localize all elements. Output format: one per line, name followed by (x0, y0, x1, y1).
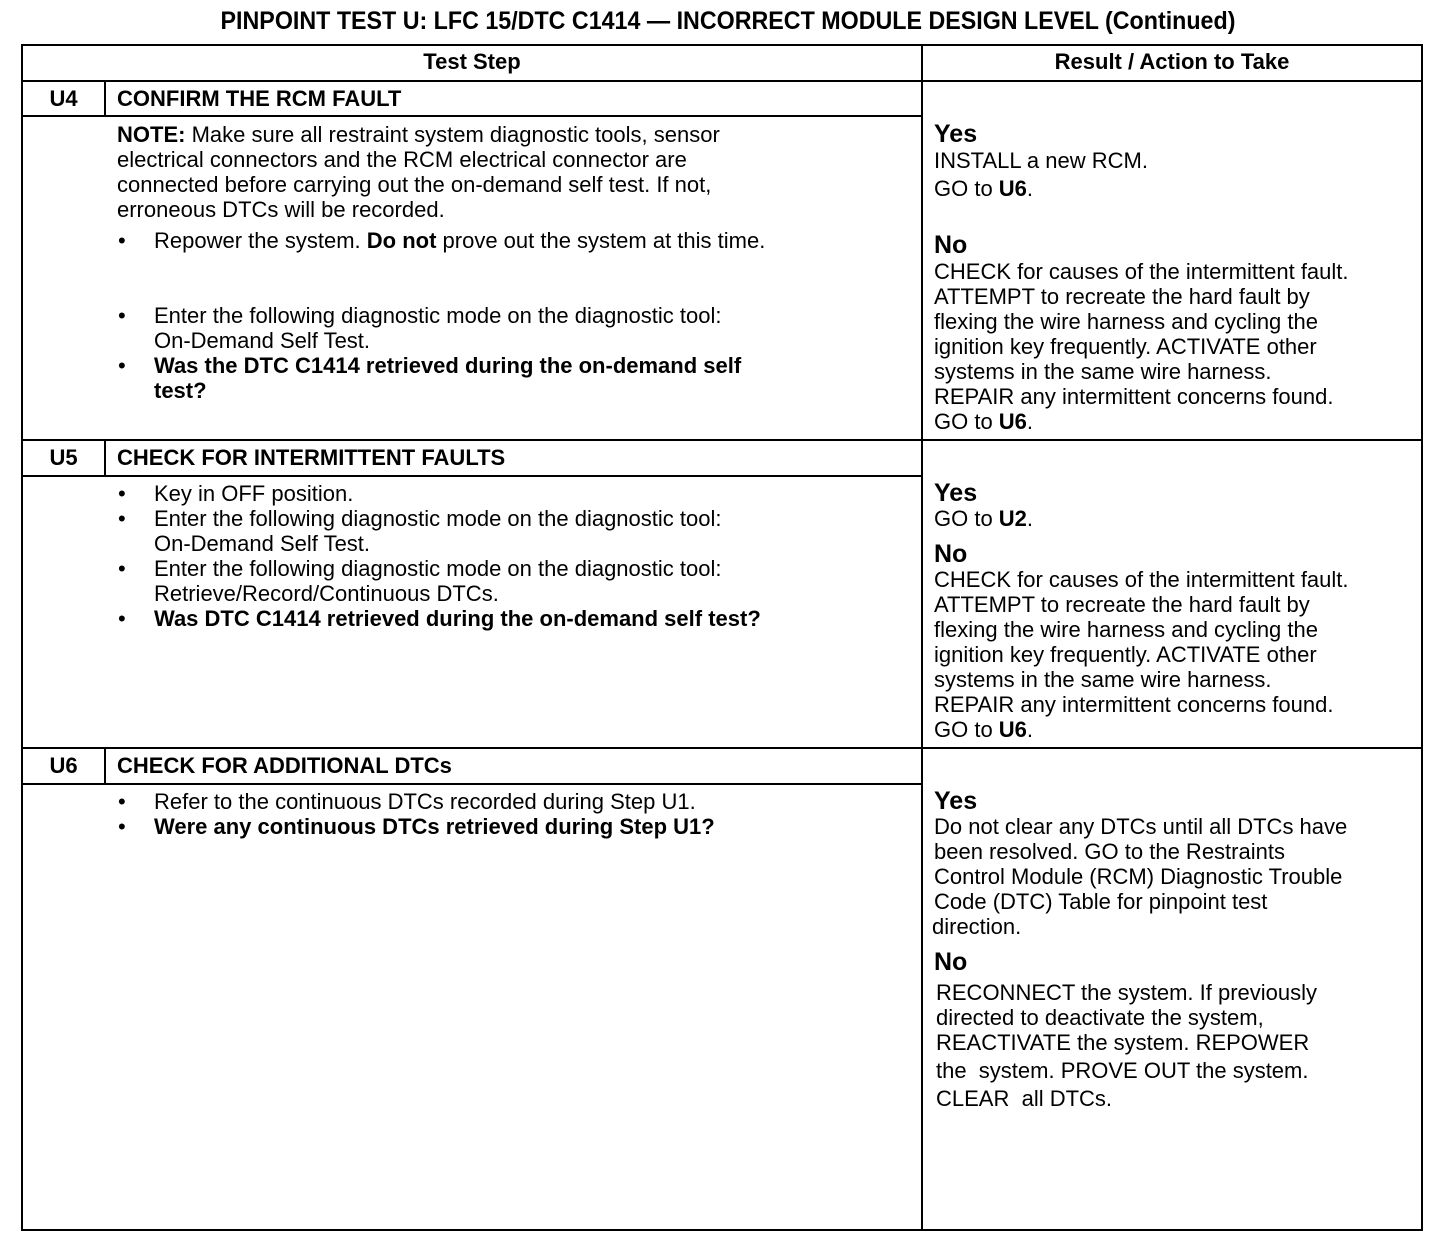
result-text: ignition key frequently. ACTIVATE other (934, 642, 1317, 667)
u5-title-divider (21, 475, 923, 477)
yes-label: Yes (934, 479, 978, 507)
bullet: • (118, 228, 126, 253)
note-line: erroneous DTCs will be recorded. (117, 197, 445, 222)
goto-text: GO to U2. (934, 506, 1034, 531)
note-line: NOTE: Make sure all restraint system diagnostic tools, sensor (117, 122, 720, 147)
result-text: CLEAR all DTCs. (936, 1086, 1113, 1111)
no-label: No (934, 231, 968, 259)
result-text: REACTIVATE the system. REPOWER (936, 1030, 1310, 1055)
table-bottom-border (21, 1229, 1423, 1231)
header-test-step: Test Step (423, 49, 521, 74)
instruction-text: Refer to the continuous DTCs recorded during Step U1. (154, 789, 696, 814)
bullet: • (118, 814, 126, 839)
result-text: ATTEMPT to recreate the hard fault by (934, 284, 1310, 309)
u6-title-divider (21, 783, 923, 785)
page-title: PINPOINT TEST U: LFC 15/DTC C1414 — INCORRECT MODULE DESIGN LEVEL (Continued) (220, 7, 1236, 35)
instruction-text: Enter the following diagnostic mode on the diagnostic tool: (154, 303, 722, 328)
result-text: REPAIR any intermittent concerns found. (934, 384, 1334, 409)
instruction-text: On-Demand Self Test. (154, 531, 371, 556)
yes-label: Yes (934, 120, 978, 148)
goto-text: GO to U6. (934, 717, 1034, 742)
step-title: CHECK FOR INTERMITTENT FAULTS (117, 445, 506, 470)
result-text: systems in the same wire harness. (934, 667, 1272, 692)
bullet: • (118, 481, 126, 506)
note-line: electrical connectors and the RCM electrical connector are (117, 147, 687, 172)
result-text: Control Module (RCM) Diagnostic Trouble (934, 864, 1343, 889)
yes-label: Yes (934, 787, 978, 815)
instruction-text: Repower the system. Do not prove out the system at this time. (154, 228, 766, 253)
note-label: NOTE: (117, 122, 186, 147)
result-text: CHECK for causes of the intermittent fault. (934, 259, 1349, 284)
result-text: INSTALL a new RCM. (934, 148, 1148, 173)
step-id: U4 (49, 86, 78, 111)
question-text: Was DTC C1414 retrieved during the on-demand self test? (154, 606, 761, 631)
question-text: test? (154, 378, 207, 403)
header-result-action: Result / Action to Take (1054, 49, 1290, 74)
goto-text: GO to U6. (934, 176, 1034, 201)
bullet: • (118, 789, 126, 814)
bullet: • (118, 506, 126, 531)
result-text: directed to deactivate the system, (936, 1005, 1264, 1030)
step-title: CHECK FOR ADDITIONAL DTCs (117, 753, 452, 778)
step-id: U5 (49, 445, 78, 470)
no-label: No (934, 948, 968, 976)
question-text: Were any continuous DTCs retrieved during Step U1? (154, 814, 715, 839)
question-text: Was the DTC C1414 retrieved during the on-demand self (154, 353, 742, 378)
result-text: systems in the same wire harness. (934, 359, 1272, 384)
instruction-text: Enter the following diagnostic mode on the diagnostic tool: (154, 506, 722, 531)
step-id: U6 (49, 753, 78, 778)
result-text: been resolved. GO to the Restraints (934, 839, 1285, 864)
table-right-border (1421, 44, 1423, 1231)
result-text: CHECK for causes of the intermittent fault. (934, 567, 1349, 592)
bullet: • (118, 606, 126, 631)
table-left-border (21, 44, 23, 1231)
bullet: • (118, 303, 126, 328)
result-text: the system. PROVE OUT the system. (936, 1058, 1309, 1083)
bullet: • (118, 353, 126, 378)
instruction-text: Retrieve/Record/Continuous DTCs. (154, 581, 499, 606)
bullet: • (118, 556, 126, 581)
instruction-text: On-Demand Self Test. (154, 328, 371, 353)
result-text: REPAIR any intermittent concerns found. (934, 692, 1334, 717)
result-text: ATTEMPT to recreate the hard fault by (934, 592, 1310, 617)
result-text: RECONNECT the system. If previously (936, 980, 1318, 1005)
column-divider (921, 44, 923, 1231)
instruction-text: Enter the following diagnostic mode on the diagnostic tool: (154, 556, 722, 581)
step-title: CONFIRM THE RCM FAULT (117, 86, 402, 111)
goto-text: GO to U6. (934, 409, 1034, 434)
result-text: ignition key frequently. ACTIVATE other (934, 334, 1317, 359)
no-label: No (934, 540, 968, 568)
instruction-text: Key in OFF position. (154, 481, 354, 506)
result-text: flexing the wire harness and cycling the (934, 309, 1318, 334)
result-text: Code (DTC) Table for pinpoint test (934, 889, 1268, 914)
result-text: flexing the wire harness and cycling the (934, 617, 1318, 642)
result-text: Do not clear any DTCs until all DTCs have (934, 814, 1348, 839)
note-line: connected before carrying out the on-demand self test. If not, (117, 172, 712, 197)
result-text: direction. (932, 914, 1022, 939)
